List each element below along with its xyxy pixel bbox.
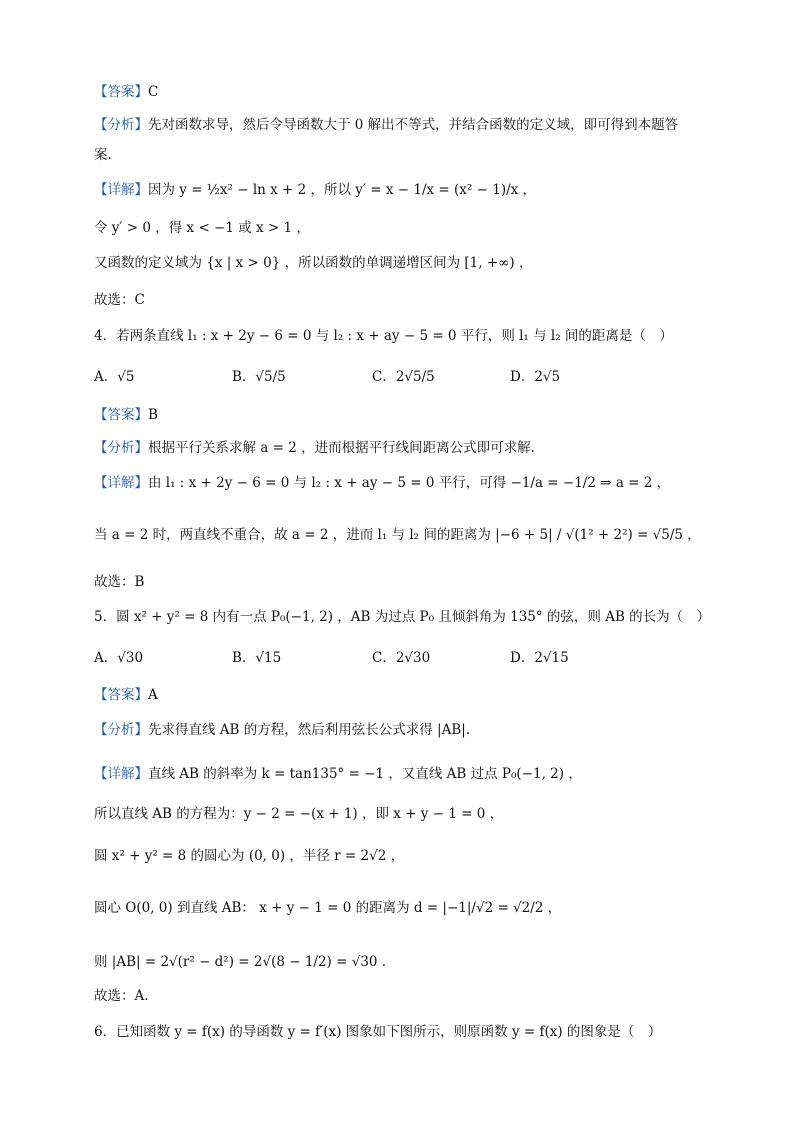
q5-option-b: B．√15 (232, 650, 282, 666)
q5-stem-text: 5．圆 x² + y² = 8 内有一点 P₀(−1, 2) ，AB 为过点 P₀ 且倾斜角为 135° 的弦，则 AB 的长为（ ） (94, 609, 711, 625)
q3-detail-1: 因为 y = ½x² − ln x + 2 ，所以 y′ = x − 1/x = (x² − 1)/x ， (148, 182, 537, 198)
q3-analysis-line-2 (94, 145, 112, 165)
q4-detail-line-1 (94, 473, 670, 493)
q5-detail-2: 所以直线 AB 的方程为：y − 2 = −(x + 1) ，即 x + y − 1 = 0 ， (94, 806, 504, 822)
choose-label: 故选： (94, 292, 135, 308)
q5-analysis-line (94, 720, 470, 740)
q5-choose: A. (134, 988, 149, 1004)
q5-detail-line-2 (94, 804, 503, 824)
q3-analysis-text-2: 案. (94, 147, 112, 163)
q3-detail-line-1 (94, 180, 536, 200)
q3-detail-line-3 (94, 253, 532, 273)
q5-detail-line-1 (94, 764, 582, 784)
choose-label: 故选： (94, 574, 135, 590)
q6-stem-text: 6．已知函数 y = f(x) 的导函数 y = f′(x) 图象如下图所示，则原函数 y = f(x) 的图象是（ ） (94, 1024, 662, 1040)
q5-detail-4: 圆心 O(0, 0) 到直线 AB： x + y − 1 = 0 的距离为 d = |−1|/√2 = √2/2 ， (94, 900, 562, 916)
q4-detail-1: 由 l₁ : x + 2y − 6 = 0 与 l₂ : x + ay − 5 = 0 平行，可得 −1/a = −1/2 ⇒ a = 2 ， (148, 475, 671, 491)
answer-label: 【答案】 (94, 407, 148, 423)
q5-option-c: C．2√30 (372, 650, 431, 666)
answer-label: 【答案】 (94, 687, 148, 703)
q3-analysis-line (94, 115, 678, 135)
analysis-label: 【分析】 (94, 440, 148, 456)
q5-detail-1: 直线 AB 的斜率为 k = tan135° = −1 ，又直线 AB 过点 P₀(−1, 2) ， (148, 766, 582, 782)
detail-label: 【详解】 (94, 475, 148, 491)
q3-answer: C (148, 84, 159, 100)
q4-answer-line (94, 405, 158, 425)
q3-answer-line (94, 82, 158, 102)
q5-detail-3: 圆 x² + y² = 8 的圆心为 (0, 0) ，半径 r = 2√2 ， (94, 848, 405, 864)
q4-detail-line-2 (94, 525, 701, 545)
q4-analysis-line (94, 438, 535, 458)
q4-stem-text: 4．若两条直线 l₁ : x + 2y − 6 = 0 与 l₂ : x + ay − 5 = 0 平行，则 l₁ 与 l₂ 间的距离是（ ） (94, 328, 673, 344)
detail-label: 【详解】 (94, 766, 148, 782)
q4-option-b: B．√5/5 (232, 369, 286, 385)
q4-answer: B (148, 407, 158, 423)
q5-analysis-text: 先求得直线 AB 的方程，然后利用弦长公式求得 |AB|. (148, 722, 471, 738)
q4-stem (94, 326, 673, 346)
q4-choose-line (94, 572, 144, 592)
q3-choose: C (134, 292, 145, 308)
q4-choose: B (134, 574, 145, 590)
q5-detail-line-5 (94, 952, 386, 972)
q5-choose-line (94, 986, 149, 1006)
q5-stem (94, 607, 710, 627)
q3-detail-3: 又函数的定义域为 {x | x > 0} ，所以函数的单调递增区间为 [1, +∞) ， (94, 255, 533, 271)
q3-detail-2: 令 y′ > 0 ，得 x < −1 或 x > 1 ， (94, 220, 310, 236)
q4-option-c: C．2√5/5 (372, 369, 435, 385)
q4-detail-2: 当 a = 2 时，两直线不重合，故 a = 2 ，进而 l₁ 与 l₂ 间的距离为 |−6 + 5| / √(1² + 2²) = √5/5 ， (94, 527, 701, 543)
q4-analysis-text: 根据平行关系求解 a = 2 ，进而根据平行线间距离公式即可求解. (148, 440, 535, 456)
answer-label: 【答案】 (94, 84, 148, 100)
q4-option-a: A．√5 (94, 369, 135, 385)
q3-analysis-text: 先对函数求导，然后令导函数大于 0 解出不等式，并结合函数的定义域，即可得到本题答 (148, 117, 679, 133)
q4-option-d: D．2√5 (510, 369, 561, 385)
q5-detail-5: 则 |AB| = 2√(r² − d²) = 2√(8 − 1/2) = √30 . (94, 954, 387, 970)
q5-detail-line-4 (94, 898, 561, 918)
q5-option-d: D．2√15 (510, 650, 569, 666)
detail-label: 【详解】 (94, 182, 148, 198)
q5-answer: A (148, 687, 158, 703)
analysis-label: 【分析】 (94, 117, 148, 133)
q3-choose-line (94, 290, 145, 310)
q5-option-a: A．√30 (94, 650, 144, 666)
q6-stem (94, 1022, 661, 1042)
q5-answer-line (94, 685, 158, 705)
choose-label: 故选： (94, 988, 135, 1004)
q3-detail-line-2 (94, 218, 310, 238)
analysis-label: 【分析】 (94, 722, 148, 738)
q5-detail-line-3 (94, 846, 404, 866)
